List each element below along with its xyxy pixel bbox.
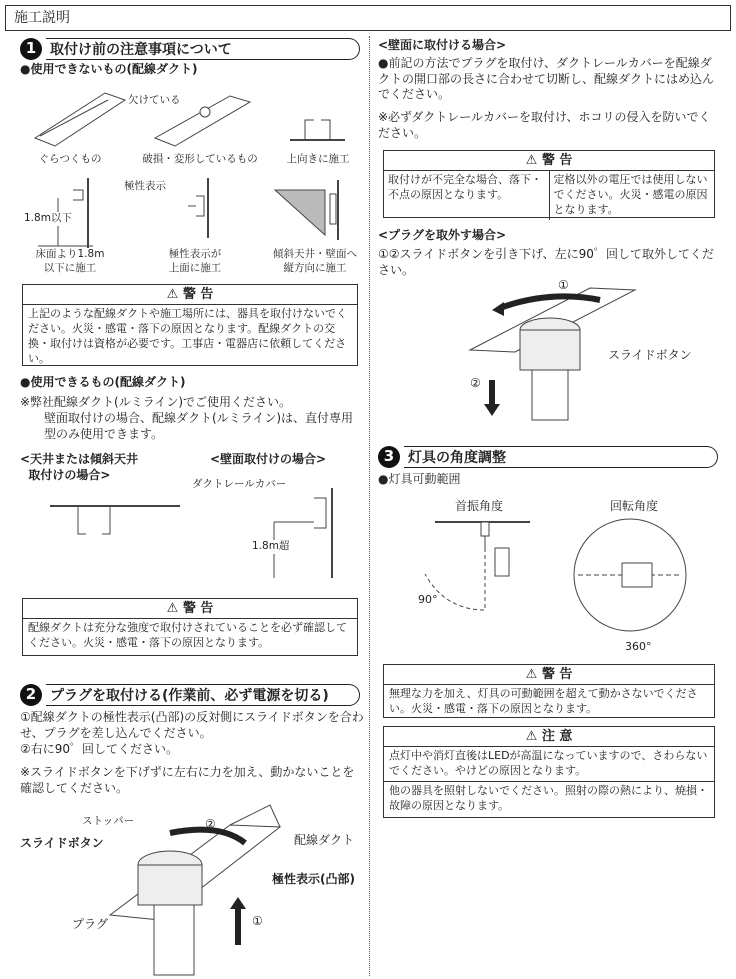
label-step-1: ① [558, 278, 569, 292]
upward-duct-figure [290, 108, 345, 148]
wall-install-label: <壁面取付けの場合> [210, 452, 327, 466]
section-title: 灯具の角度調整 [404, 446, 718, 468]
wall-install-body: ●前記の方法でプラグを取付け、ダクトレールカバーを配線ダクトの開口部の長さに合わせて切断し、配線ダクトにはめ込んでください。 [378, 56, 715, 102]
label-slide-button: スライドボタン [20, 836, 104, 850]
caution-header: ⚠ 注 意 [384, 727, 714, 747]
warning-icon: ⚠ [166, 601, 183, 616]
label-kaketeiru: 欠けている [128, 94, 181, 106]
caution-icon: ⚠ [525, 729, 542, 744]
movable-range-label: ●灯具可動範囲 [378, 472, 461, 486]
warning-right: 定格以外の電圧では使用しないでください。火災・感電の原因となります。 [549, 171, 715, 220]
label-below-18m: 1.8m以下 [24, 212, 72, 224]
section-2-heading [20, 684, 360, 706]
caption-upward: 上向きに施工 [286, 153, 350, 165]
section-1-heading [20, 38, 360, 60]
unusable-heading: ●使用できないもの(配線ダクト) [20, 62, 198, 76]
wobbly-duct-figure [30, 88, 130, 148]
caption-damaged: 破損・変形しているもの [142, 153, 258, 165]
label-duct: 配線ダクト [294, 833, 355, 847]
plug-install-figure [110, 805, 330, 975]
label-plug: プラグ [72, 917, 109, 931]
warning-header: ⚠ 警 告 [23, 285, 357, 305]
warning-header: ⚠ 警 告 [384, 665, 714, 685]
slope-ceiling-figure [270, 180, 350, 240]
step-1-text: ①配線ダクトの極性表示(凸部)の反対側にスライドボタンを合わせ、プラグを差し込んでください。 [20, 710, 364, 740]
warning-icon: ⚠ [166, 287, 183, 302]
label-polarity: 極性表示 [124, 180, 166, 192]
label-step-2: ② [205, 817, 216, 831]
warning-box-1 [22, 284, 358, 366]
warning-icon: ⚠ [525, 667, 542, 682]
remove-body: ①②スライドボタンを引き下げ、左に90゜回して取外してください。 [378, 247, 714, 277]
ceiling-install-label: <天井または傾斜天井 取付けの場合> [20, 452, 139, 482]
page-header: 施工説明 [5, 5, 731, 31]
warning-box-4 [383, 664, 715, 718]
caution-note: ※スライドボタンを下げずに左右に力を加え、動かないことを確認してください。 [20, 765, 355, 795]
label-over-18m: 1.8m超 [252, 540, 290, 552]
caution-body-1: 点灯中や消灯直後はLEDが高温になっていますので、さわらないでください。やけどの原因となります。 [384, 747, 714, 782]
label-duct-cover: ダクトレールカバー [192, 478, 287, 490]
caption-slope: 傾斜天井・壁面へ 縦方向に施工 [273, 248, 357, 274]
section-number: 1 [20, 38, 42, 60]
label-step-2: ② [470, 376, 481, 390]
warning-header: ⚠ 警 告 [384, 151, 714, 171]
warning-header: ⚠ 警 告 [23, 599, 357, 619]
caption-polarity-top: 極性表示が 上面に施工 [168, 248, 222, 274]
warning-left: 取付けが不完全な場合、落下・不点の原因となります。 [388, 173, 542, 201]
label-slide-button: スライドボタン [608, 348, 692, 362]
wall-install-heading: <壁面に取付ける場合> [378, 38, 507, 52]
label-stopper: ストッパー [82, 815, 135, 827]
warning-body: 無理な力を加え、灯具の可動範囲を超えて動かさないでください。火災・感電・落下の原因となります。 [389, 687, 698, 715]
remove-heading: <プラグを取外す場合> [378, 228, 507, 242]
label-rotation-angle: 回転角度 [610, 499, 659, 513]
usable-note-1: ※弊社配線ダクト(ルミライン)でご使用ください。 [20, 395, 292, 409]
label-step-1: ① [252, 914, 263, 928]
wall-install-note: ※必ずダクトレールカバーを取付け、ホコリの侵入を防いでください。 [378, 110, 711, 140]
section-3-heading [378, 446, 718, 468]
column-divider [369, 36, 370, 976]
warning-box-3 [383, 150, 715, 218]
label-360-degrees: 360° [625, 640, 652, 653]
polarity-top-figure [178, 178, 218, 238]
caution-box [383, 726, 715, 818]
caution-body-2: 他の器具を照射しないでください。照射の際の熱により、焼損・故障の原因となります。 [389, 783, 708, 812]
label-swing-angle: 首振角度 [455, 499, 504, 513]
step-2-text: ②右に90゜回してください。 [20, 742, 179, 756]
section-title: 取付け前の注意事項について [46, 38, 360, 60]
section-title: プラグを取付ける(作業前、必ず電源を切る) [46, 684, 360, 706]
ceiling-duct-figure [50, 500, 180, 540]
warning-box-2 [22, 598, 358, 656]
section-number: 3 [378, 446, 400, 468]
rotation-angle-figure [570, 515, 690, 635]
usable-note-2: 壁面取付けの場合、配線ダクト(ルミライン)は、直付専用型のみ使用できます。 [44, 411, 354, 441]
wall-duct-figure [270, 488, 350, 578]
warning-body: 配線ダクトは充分な強度で取付けされていることを必ず確認してください。火災・感電・落下の原因となります。 [28, 621, 347, 649]
caption-low-floor: 床面より1.8m 以下に施工 [35, 248, 105, 274]
caption-wobbly: ぐらつくもの [38, 153, 102, 165]
label-90-degrees: 90° [418, 593, 438, 606]
section-number: 2 [20, 684, 42, 706]
warning-body: 上記のような配線ダクトや施工場所には、器具を取付けないでください。火災・感電・落下の原因となります。配線ダクトの交換・取付けは資格が必要です。工事店・電器店に依頼してください。 [28, 307, 347, 365]
label-polarity-bump: 極性表示(凸部) [272, 872, 355, 886]
warning-icon: ⚠ [525, 153, 542, 168]
usable-heading: ●使用できるもの(配線ダクト) [20, 375, 186, 389]
